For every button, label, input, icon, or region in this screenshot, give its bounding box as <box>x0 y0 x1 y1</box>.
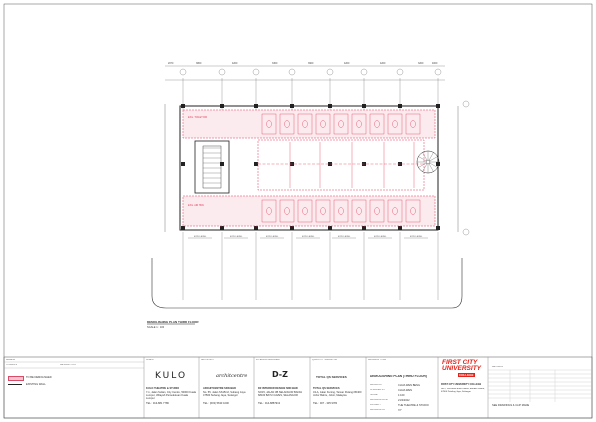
architect-header: ARCHITECT <box>201 359 215 361</box>
surveyor-header: QUANTITY SURVEYOR <box>312 359 338 361</box>
top-dimension: 3800 <box>196 62 202 65</box>
top-dimension: 2070 <box>168 62 174 65</box>
structural-column <box>362 226 366 230</box>
architect-address: No. 55, Jalan SS15/4J, Subang Jaya 47500 Subang Jaya, Selangor <box>203 391 246 397</box>
top-dimension: 3300 <box>272 62 278 65</box>
top-dimension: 3900 <box>308 62 314 65</box>
demolish-swatch <box>8 376 24 381</box>
room-label: EXG. TOILET RM <box>188 116 207 119</box>
grid-bubble <box>253 69 259 75</box>
title-row-value: 7/7 <box>398 409 402 412</box>
revision-header: REVISION <box>492 366 503 368</box>
structural-column <box>254 226 258 230</box>
title-row-label: DRAWN BY <box>370 384 383 386</box>
grid-bubble <box>289 69 295 75</box>
stair-core <box>195 141 229 193</box>
top-dimension: 4000 <box>432 62 438 65</box>
legend-col-symbols: SYMBOLS <box>6 364 18 366</box>
interior-name: DZ INTERIOR DESIGN SDN BHD <box>258 387 298 390</box>
title-row-value: 1:100 <box>398 394 405 397</box>
title-row-label: DRAWING DATE <box>370 399 388 401</box>
title-row-label: CHECKED BY <box>370 389 385 391</box>
structural-column <box>290 226 294 230</box>
level-label: 4270 LEVEL <box>230 236 243 238</box>
structural-column <box>436 104 440 108</box>
structural-column <box>436 162 440 166</box>
structural-column <box>181 104 185 108</box>
top-dimension: 4200 <box>380 62 386 65</box>
structural-column <box>181 162 185 166</box>
architcentre-logo: architcentre <box>216 373 248 379</box>
legend-header: LEGEND <box>6 359 16 361</box>
room-label: EXG. AIR HDU <box>188 204 205 207</box>
fcu-logo-line2: UNIVERSITY <box>442 365 482 372</box>
demolish-zone-bottom <box>183 196 435 226</box>
title-header: DRAWING TITLE <box>368 359 386 361</box>
title-row-label: SCALE <box>370 394 378 396</box>
grid-bubble <box>397 69 403 75</box>
structural-column <box>436 226 440 230</box>
title-row-label: DRAWING NO <box>370 409 386 411</box>
grid-bubble <box>361 69 367 75</box>
client-tel: TEL : 013-881 7786 <box>146 402 169 405</box>
title-row-value: CHUA WEN BENG <box>398 384 421 387</box>
grid-bubble <box>435 69 441 75</box>
title-row-value: 21/3/2022 <box>398 399 410 402</box>
grid-bubble <box>219 69 225 75</box>
interior-header: INTERIOR DESIGNER <box>256 359 280 361</box>
top-dimension: 3200 <box>418 62 424 65</box>
structural-column <box>181 226 185 230</box>
structural-column <box>328 104 332 108</box>
grid-bubble <box>327 69 333 75</box>
legend-item-demolish: TO BE DEMOLISHED <box>26 376 52 379</box>
plan-caption: DEMOLISHING PLAN THIRD FLOOR <box>147 321 199 324</box>
top-dimension: 4200 <box>232 62 238 65</box>
architect-name: ARCHITCENTRE SDN BHD <box>203 387 236 390</box>
interior-address: NO15, JALAN 3B SELANGOR BANGI 68100 BATU CAVES, SELANGOR <box>258 391 303 397</box>
revision-footer: SEE DRAWINGS & CLIP MADE <box>492 404 530 407</box>
college-name: FIRST CITY UNIVERSITY COLLEGE <box>441 383 482 386</box>
title-row-value: CHUA WEN <box>398 389 412 392</box>
grid-bubble <box>180 69 186 75</box>
structural-column <box>398 104 402 108</box>
grid-bubble-right <box>463 101 469 107</box>
structural-column <box>398 226 402 230</box>
fcu-logo-line1: FIRST CITY <box>442 359 478 366</box>
surveyor-tel: TEL : 007 - 335 9783 <box>313 402 338 405</box>
title-row-value: THE THEATRE & STUDIO <box>398 404 429 407</box>
top-dimension: 4200 <box>344 62 350 65</box>
legend-col-description: DESCRIPTION <box>60 364 76 366</box>
structural-column <box>254 104 258 108</box>
college-address: No.1, Persiaran Bukit Utama, Bandar Utama, 47800 Petaling Jaya, Selangor <box>441 388 485 393</box>
level-label: 4270 LEVEL <box>374 236 387 238</box>
surveyor-name: TOTAL QS SERVICES <box>313 387 340 390</box>
title-row-label: PROJECT <box>370 404 381 406</box>
kulo-logo: KULO <box>155 371 188 381</box>
legend-item-wall: EXISTING WALL <box>26 383 46 386</box>
architect-tel: TEL : (603) 5633 1000 <box>203 402 229 405</box>
structural-column <box>220 226 224 230</box>
structural-column <box>290 104 294 108</box>
fcu-logo-line3: COLLEGE <box>459 373 474 377</box>
client-name: KULO THEATRE & STUDIO <box>146 387 180 390</box>
plan-group <box>4 62 592 418</box>
spiral-stair-core <box>426 160 430 164</box>
plan-scale: SCALE 1 : 100 <box>147 326 165 329</box>
client-header: CLIENT <box>146 359 155 361</box>
structural-column <box>362 104 366 108</box>
level-label: 4270 LEVEL <box>338 236 351 238</box>
level-label: 4270 LEVEL <box>410 236 423 238</box>
structural-column <box>220 162 224 166</box>
level-label: 4270 LEVEL <box>302 236 315 238</box>
level-label: 4270 LEVEL <box>266 236 279 238</box>
stair-inner <box>203 146 221 188</box>
dz-logo: D-Z <box>272 370 288 379</box>
drawing-title: DEMOLISHING PLAN (THIRD FLOOR) <box>370 375 427 378</box>
level-label: 4270 LEVEL <box>194 236 207 238</box>
interior-tel: TEL : 014-8887913 <box>258 402 281 405</box>
structural-column <box>220 104 224 108</box>
wall-swatch <box>8 384 22 385</box>
surveyor-address: 43-A, Jalan Kuning, Taman Pelangi 80400 Johor Bahru, Johor, Malaysia <box>313 391 362 397</box>
structural-column <box>328 226 332 230</box>
surveyor-logo: TOTAL QS SERVICES <box>316 376 347 379</box>
grid-bubble-right <box>463 229 469 235</box>
structural-column <box>254 162 258 166</box>
client-address: 7-1, Jalan Sultan, City Centre, 50000 Kuala Lumpur, Wilayah Persekutuan Kuala Lumpur <box>146 391 196 400</box>
site-boundary <box>152 258 462 308</box>
